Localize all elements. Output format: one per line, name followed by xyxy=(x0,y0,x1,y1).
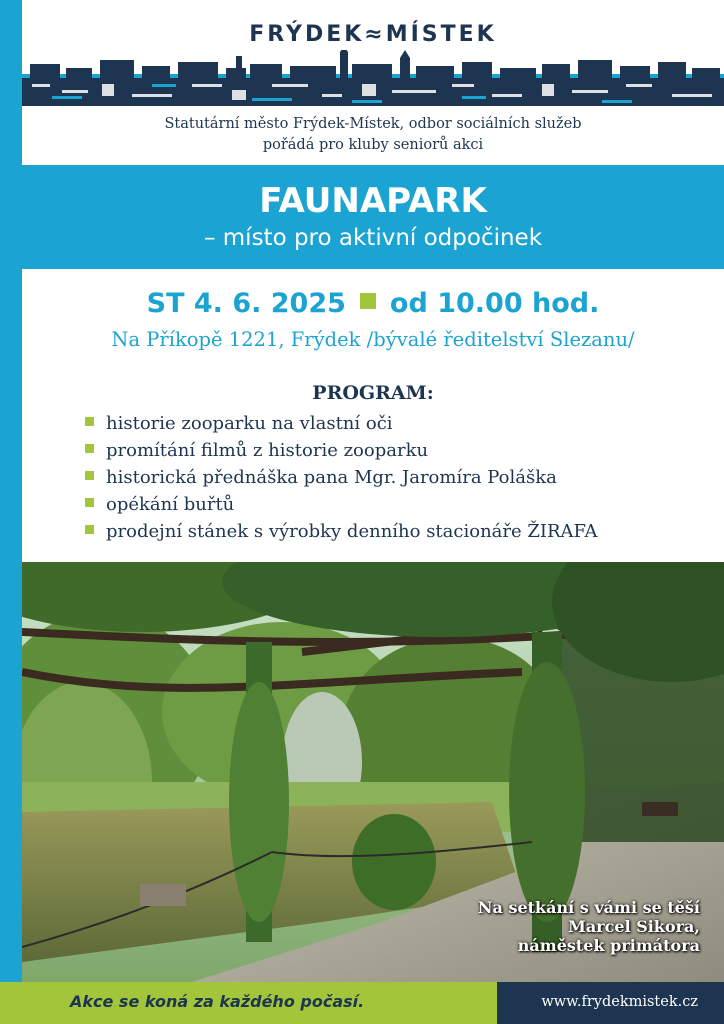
event-title: FAUNAPARK xyxy=(259,181,487,221)
separator-square-icon xyxy=(360,293,376,309)
program-item xyxy=(85,437,597,464)
organizer-line-1: Statutární město Frýdek-Místek, odbor sociálních služeb xyxy=(164,116,582,132)
greeting-line-3: náměstek primátora xyxy=(517,936,700,955)
event-subtitle: – místo pro aktivní odpočinek xyxy=(203,225,543,251)
bullet-square-icon xyxy=(85,525,94,534)
website-link[interactable]: www.frydekmistek.cz xyxy=(541,994,698,1010)
bullet-square-icon xyxy=(85,444,94,453)
program-item-text: promítání filmů z historie zooparku xyxy=(106,440,429,461)
program-item xyxy=(85,518,597,545)
program-heading: PROGRAM: xyxy=(312,382,434,404)
program-list xyxy=(85,410,597,545)
weather-note-text: Akce se koná za každého počasí. xyxy=(70,992,365,1011)
bullet-square-icon xyxy=(85,417,94,426)
greeting-signature xyxy=(478,898,700,955)
program-item xyxy=(85,464,597,491)
program-item-text: prodejní stánek s výrobky denního stacionáře ŽIRAFA xyxy=(106,521,598,542)
program-item xyxy=(85,491,597,518)
event-date: ST 4. 6. 2025 xyxy=(146,288,346,319)
footer-weather-note xyxy=(0,982,497,1024)
program-item-text: opékání buřtů xyxy=(106,494,235,515)
event-time: od 10.00 hod. xyxy=(389,288,600,319)
title-band xyxy=(22,165,724,269)
footer-website xyxy=(497,982,724,1024)
bullet-square-icon xyxy=(85,498,94,507)
city-logo: FRÝDEK≈MÍSTEK xyxy=(249,22,497,47)
organizer-line-2: pořádá pro kluby seniorů akci xyxy=(262,137,484,153)
bullet-square-icon xyxy=(85,471,94,480)
event-datetime xyxy=(22,288,724,319)
event-venue: Na Příkopě 1221, Frýdek /bývalé ředitelství Slezanu/ xyxy=(111,328,635,351)
greeting-line-2: Marcel Sikora, xyxy=(568,917,700,936)
greeting-line-1: Na setkání s vámi se těší xyxy=(477,898,700,917)
organizer-text xyxy=(22,114,724,156)
city-skyline-illustration xyxy=(22,50,724,106)
program-item-text: historie zooparku na vlastní oči xyxy=(106,413,393,434)
program-item-text: historická přednáška pana Mgr. Jaromíra Poláška xyxy=(106,467,557,488)
side-color-bar xyxy=(0,0,22,982)
program-item xyxy=(85,410,597,437)
